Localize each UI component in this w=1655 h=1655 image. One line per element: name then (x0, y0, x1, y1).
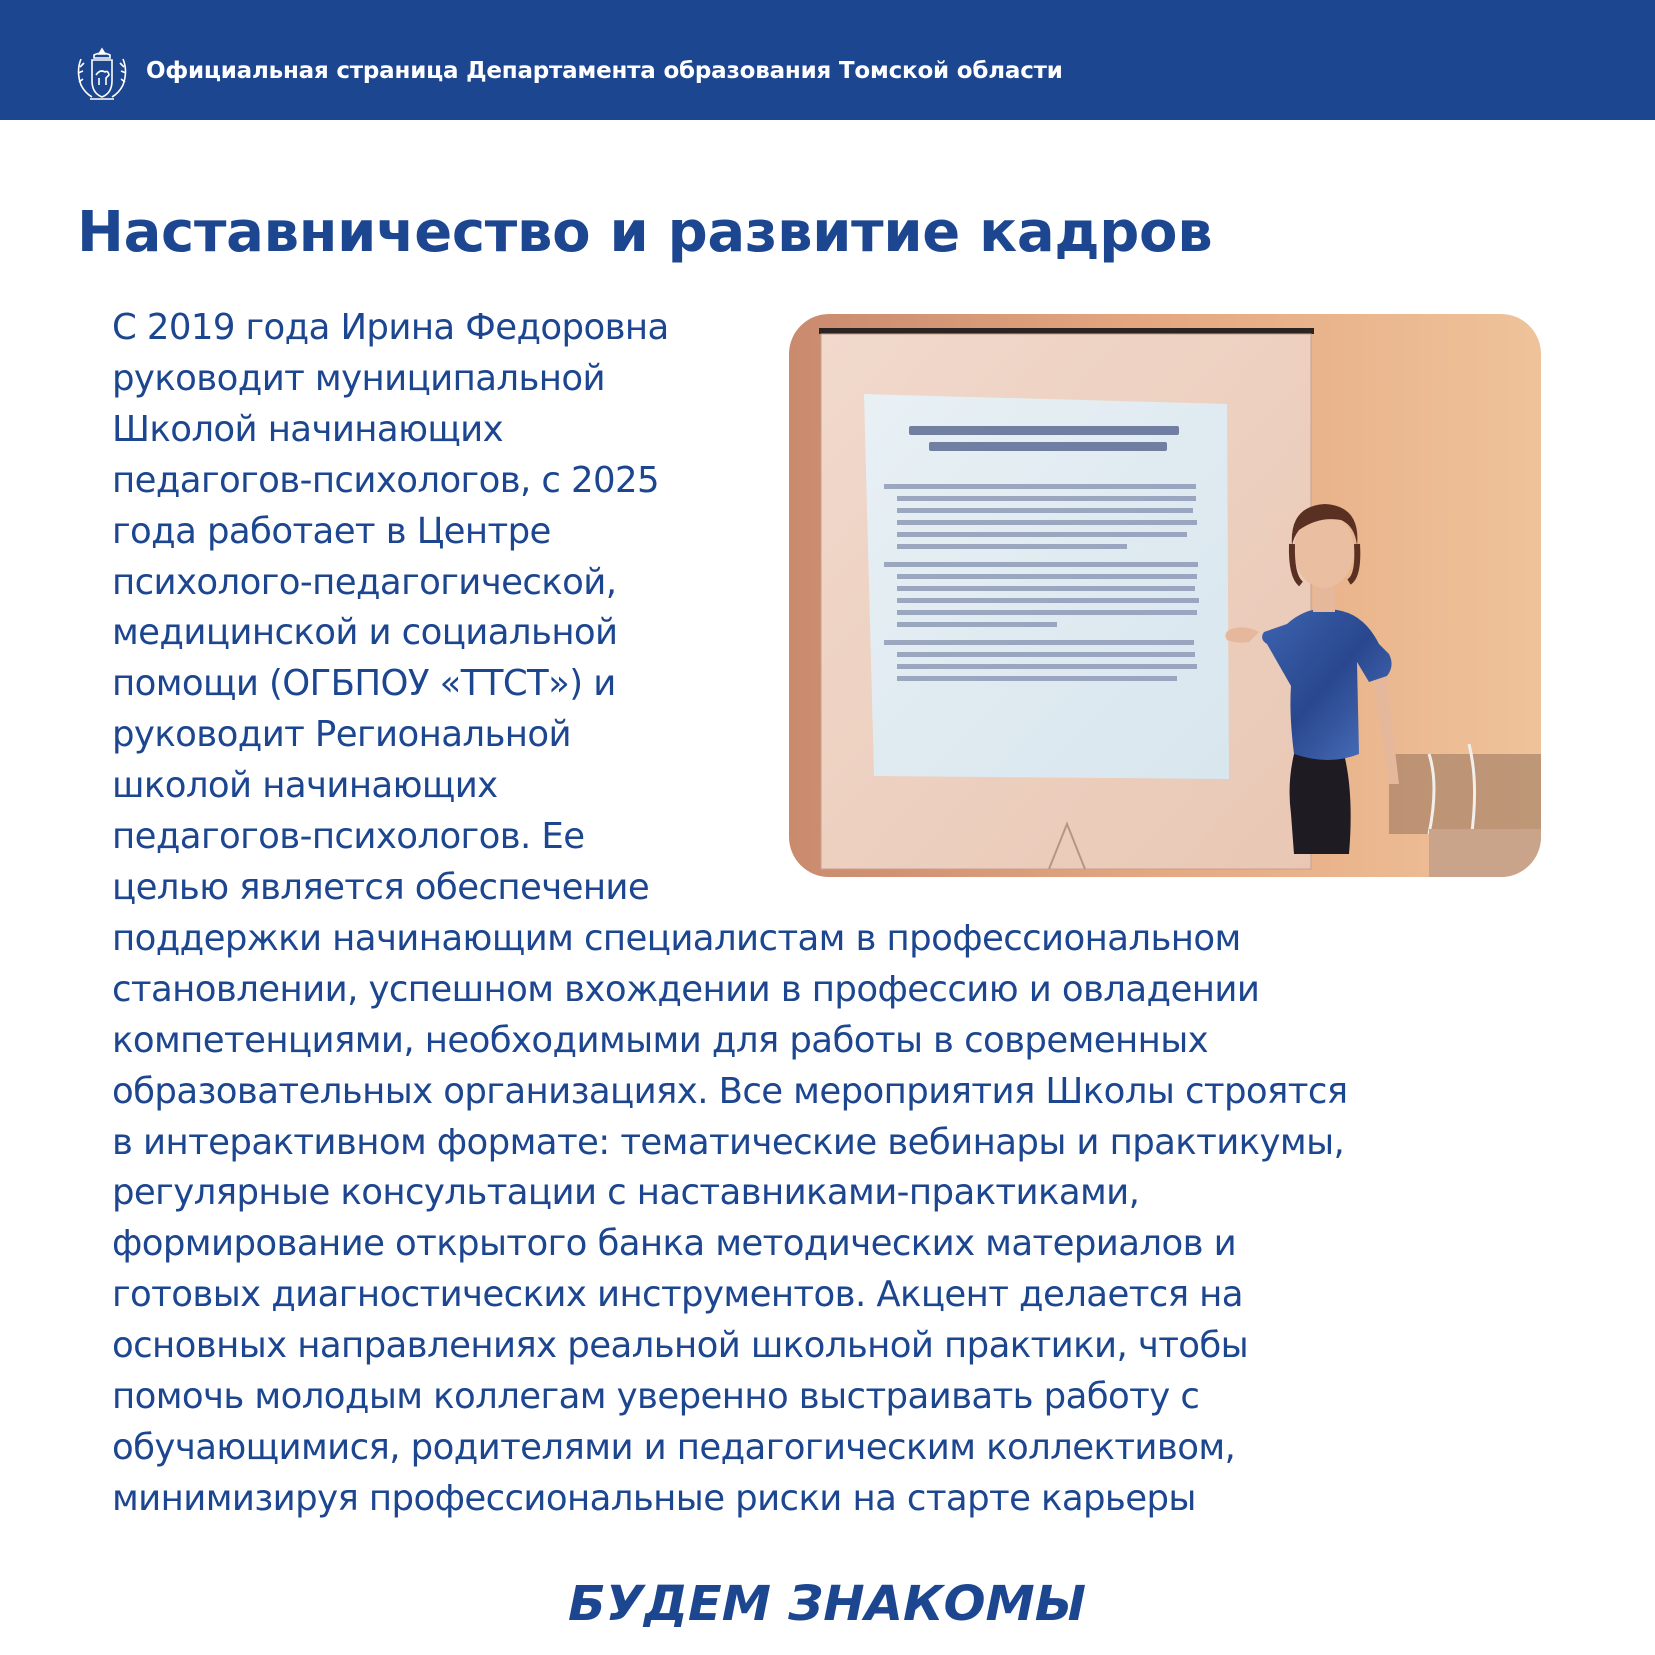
body-line: обучающимися, родителями и педагогическим коллективом, (112, 1426, 1236, 1468)
body-line: С 2019 года Ирина Федоровна (112, 307, 669, 348)
body-line: поддержки начинающим специалистам в профессиональном (112, 917, 1241, 959)
body-line: помощи (ОГБПОУ «ТТСТ») и (112, 663, 616, 705)
body-line: образовательных организациях. Все мероприятия Школы строятся (112, 1070, 1348, 1112)
body-line: руководит Региональной (112, 714, 571, 756)
body-line: педагогов-психологов. Ее (112, 816, 585, 858)
body-line: психолого-педагогической, (112, 561, 617, 603)
coat-of-arms-icon (72, 45, 132, 103)
body-line: регулярные консультации с наставниками-практиками, (112, 1172, 1140, 1214)
body-line: руководит муниципальной (112, 357, 606, 399)
body-line: основных направлениях реальной школьной практики, чтобы (112, 1325, 1249, 1367)
body-line: года работает в Центре (112, 510, 551, 552)
body-line: готовых диагностических инструментов. Акцент делается на (112, 1274, 1243, 1316)
body-line: минимизируя профессиональные риски на старте карьеры (112, 1477, 1196, 1519)
body-line: становлении, успешном вхождении в профессию и овладении (112, 968, 1260, 1010)
footer-logo-text: БУДЕМ ЗНАКОМЫ (568, 1577, 1086, 1627)
body-line: целью является обеспечение (112, 866, 650, 908)
page-title: Наставничество и развитие кадров (77, 200, 1213, 265)
footer-logo (568, 1577, 1086, 1627)
header-bar (0, 0, 1655, 120)
body-line: медицинской и социальной (112, 612, 618, 654)
body-line: школой начинающих (112, 765, 498, 807)
body-line: педагогов-психологов, с 2025 (112, 459, 659, 501)
header-title: Официальная страница Департамента образования Томской области (146, 58, 1063, 84)
body-line: формирование открытого банка методических материалов и (112, 1223, 1237, 1265)
body-line: помочь молодым коллегам уверенно выстраивать работу с (112, 1376, 1200, 1418)
body-line: в интерактивном формате: тематические вебинары и практикумы, (112, 1121, 1345, 1163)
body-line: Школой начинающих (112, 408, 504, 450)
body-line: компетенциями, необходимыми для работы в современных (112, 1019, 1209, 1061)
body-text (112, 303, 1348, 1525)
